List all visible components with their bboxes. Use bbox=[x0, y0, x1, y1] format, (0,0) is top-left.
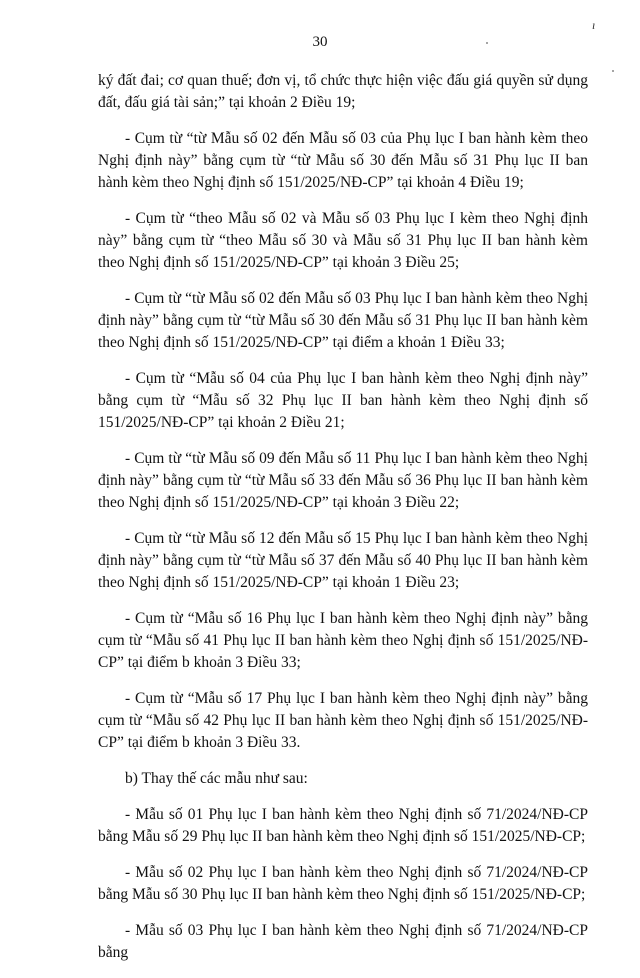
paragraph-item: - Cụm từ “Mẫu số 04 của Phụ lục I ban hành kèm theo Nghị định này” bằng cụm từ “Mẫu số 32 Phụ lục II ban hành kèm theo Nghị định số 151/2025/NĐ-CP” tại khoản 2 Điều 21; bbox=[98, 370, 588, 431]
paragraph-continuation: ký đất đai; cơ quan thuế; đơn vị, tổ chức thực hiện việc đấu giá quyền sử dụng đất, đấu giá tài sản;” tại khoản 2 Điều 19; bbox=[98, 72, 588, 111]
paragraph-item: - Cụm từ “từ Mẫu số 02 đến Mẫu số 03 Phụ lục I ban hành kèm theo Nghị định này” bằng cụm từ “từ Mẫu số 30 đến Mẫu số 31 Phụ lục II ban hành kèm theo Nghị định số 151/2025/NĐ-CP” tại điểm a khoản 1 Điều 33; bbox=[98, 290, 588, 351]
scan-speck bbox=[612, 70, 614, 72]
paragraph-item: - Cụm từ “theo Mẫu số 02 và Mẫu số 03 Phụ lục I kèm theo Nghị định này” bằng cụm từ “theo Mẫu số 30 và Mẫu số 31 Phụ lục II ban hành kèm theo Nghị định số 151/2025/NĐ-CP” tại khoản 3 Điều 25; bbox=[98, 210, 588, 271]
document-body bbox=[98, 70, 588, 978]
corner-mark: ı bbox=[592, 18, 596, 32]
paragraph-item: - Cụm từ “từ Mẫu số 09 đến Mẫu số 11 Phụ lục I ban hành kèm theo Nghị định này” bằng cụm từ “từ Mẫu số 33 đến Mẫu số 36 Phụ lục II ban hành kèm theo Nghị định số 151/2025/NĐ-CP” tại khoản 3 Điều 22; bbox=[98, 450, 588, 511]
paragraph-item: - Cụm từ “Mẫu số 16 Phụ lục I ban hành kèm theo Nghị định này” bằng cụm từ “Mẫu số 41 Phụ lục II ban hành kèm theo Nghị định số 151/2025/NĐ-CP” tại điểm b khoản 3 Điều 33; bbox=[98, 610, 588, 671]
paragraph-item: - Mẫu số 01 Phụ lục I ban hành kèm theo Nghị định số 71/2024/NĐ-CP bằng Mẫu số 29 Phụ lục II ban hành kèm theo Nghị định số 151/2025/NĐ-CP; bbox=[98, 806, 588, 845]
paragraph-item: - Cụm từ “Mẫu số 17 Phụ lục I ban hành kèm theo Nghị định này” bằng cụm từ “Mẫu số 42 Phụ lục II ban hành kèm theo Nghị định số 151/2025/NĐ-CP” tại điểm b khoản 3 Điều 33. bbox=[98, 690, 588, 751]
paragraph-item: - Mẫu số 02 Phụ lục I ban hành kèm theo Nghị định số 71/2024/NĐ-CP bằng Mẫu số 30 Phụ lục II ban hành kèm theo Nghị định số 151/2025/NĐ-CP; bbox=[98, 864, 588, 903]
paragraph-item: - Cụm từ “từ Mẫu số 02 đến Mẫu số 03 của Phụ lục I ban hành kèm theo Nghị định này” bằng cụm từ “từ Mẫu số 30 đến Mẫu số 31 Phụ lục II ban hành kèm theo Nghị định số 151/2025/NĐ-CP” tại khoản 4 Điều 19; bbox=[98, 130, 588, 191]
page-number: 30 bbox=[312, 34, 328, 50]
scan-speck bbox=[486, 42, 488, 44]
section-heading-b: b) Thay thế các mẫu như sau: bbox=[125, 770, 308, 787]
paragraph-item: - Mẫu số 03 Phụ lục I ban hành kèm theo Nghị định số 71/2024/NĐ-CP bằng bbox=[98, 922, 588, 961]
paragraph-item: - Cụm từ “từ Mẫu số 12 đến Mẫu số 15 Phụ lục I ban hành kèm theo Nghị định này” bằng cụm từ “từ Mẫu số 37 đến Mẫu số 40 Phụ lục II ban hành kèm theo Nghị định số 151/2025/NĐ-CP” tại khoản 1 Điều 23; bbox=[98, 530, 588, 591]
